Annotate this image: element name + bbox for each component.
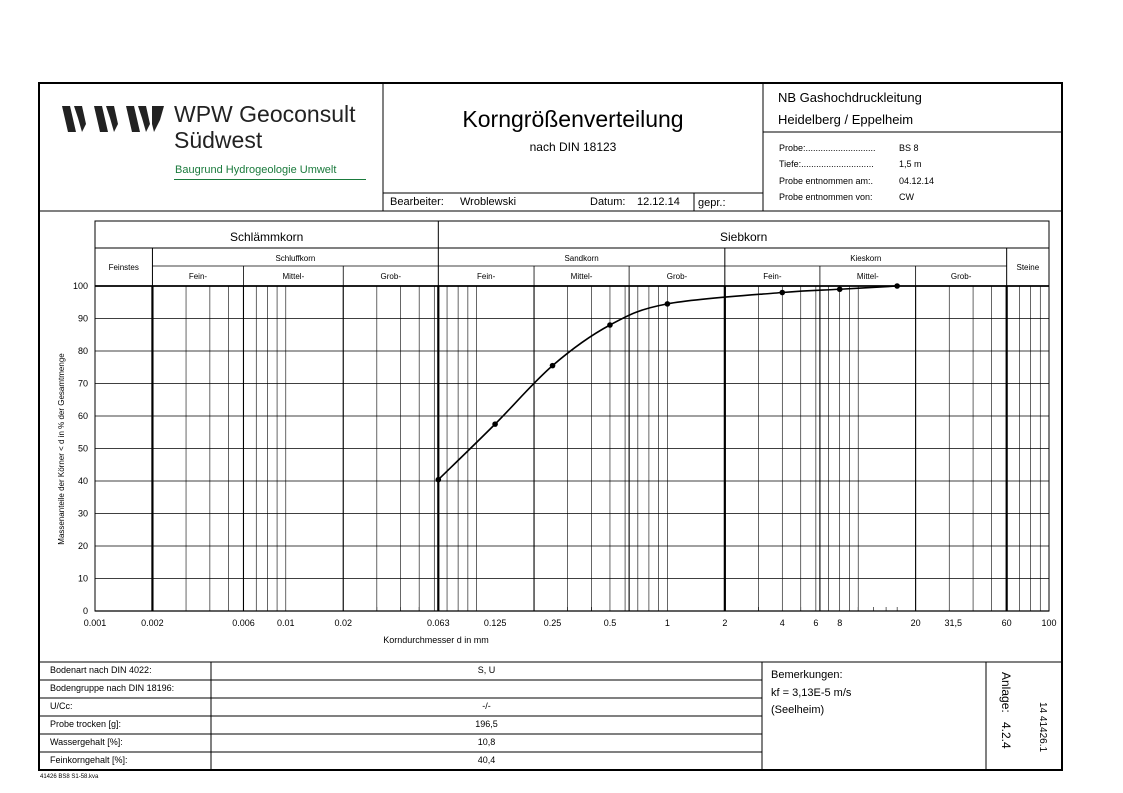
tiefe-value: 1,5 m	[899, 159, 922, 169]
bearbeiter-label: Bearbeiter:	[390, 196, 444, 208]
y-tick-label: 20	[77, 541, 88, 551]
y-tick-label: 70	[77, 378, 88, 389]
entnommen-von-label: Probe entnommen von:	[779, 192, 873, 202]
data-point	[779, 290, 785, 296]
chart-series	[436, 283, 900, 482]
probe-label: Probe:............................	[779, 143, 876, 153]
result-value: -/-	[482, 701, 491, 711]
series-line	[438, 286, 897, 480]
x-tick-label: 0.01	[277, 618, 295, 628]
tiefe-label: Tiefe:.............................	[779, 159, 874, 169]
anlage-label: Anlage:	[999, 672, 1013, 713]
label-feinstes: Feinstes	[108, 263, 139, 272]
x-tick-label: 0.125	[483, 618, 507, 628]
label-subclass: Mittel-	[282, 272, 305, 281]
classification-header	[95, 221, 1049, 286]
remarks-line2: (Seelheim)	[771, 704, 825, 716]
label-steine: Steine	[1016, 263, 1040, 272]
y-tick-label: 50	[77, 443, 88, 454]
x-tick-label: 60	[1001, 618, 1012, 628]
x-tick-label: 0.02	[334, 618, 353, 628]
page-title: Korngrößenverteilung	[462, 106, 684, 132]
remarks-label: Bemerkungen:	[771, 669, 843, 681]
label-subclass: Grob-	[380, 272, 402, 281]
result-value: 196,5	[475, 719, 498, 729]
result-label: Bodenart nach DIN 4022:	[50, 665, 152, 675]
data-point	[665, 301, 671, 307]
company-name-line1: WPW Geoconsult	[174, 101, 356, 127]
label-subclass: Grob-	[950, 272, 972, 281]
datum-value: 12.12.14	[637, 196, 680, 208]
label-subclass: Fein-	[763, 272, 782, 281]
page-subtitle: nach DIN 18123	[529, 140, 617, 154]
y-tick-label: 60	[77, 411, 88, 421]
result-label: Feinkorngehalt [%]:	[50, 755, 128, 765]
y-tick-label: 100	[72, 281, 88, 291]
chart-ticks	[73, 281, 1057, 628]
result-value: 10,8	[477, 737, 496, 747]
data-point	[894, 283, 900, 289]
label-schlaemmkorn: Schlämmkorn	[229, 230, 304, 244]
result-label: Bodengruppe nach DIN 18196:	[50, 683, 175, 693]
result-value: 40,4	[477, 755, 496, 765]
entnommen-von-value: CW	[899, 192, 914, 202]
remarks-line1: kf = 3,13E-5 m/s	[771, 687, 852, 699]
x-tick-label: 100	[1041, 618, 1057, 628]
x-tick-label: 0.063	[427, 618, 450, 628]
x-tick-label: 0.002	[141, 618, 164, 628]
chart-grid	[95, 286, 1049, 611]
entnommen-am-label: Probe entnommen am:.	[779, 176, 874, 186]
entnommen-am-value: 04.12.14	[899, 176, 935, 186]
result-label: Probe trocken [g]:	[50, 719, 122, 729]
label-subclass: Mittel-	[570, 272, 593, 281]
probe-value: BS 8	[899, 143, 919, 153]
label-subclass: Grob-	[666, 272, 688, 281]
y-axis-label: Massenanteile der Körner < d in % der Gesamtmenge	[57, 353, 66, 545]
data-point	[492, 421, 498, 427]
y-tick-label: 0	[82, 606, 88, 616]
x-axis-label: Korndurchmesser d in mm	[383, 635, 489, 645]
x-tick-label: 31,5	[944, 618, 963, 628]
data-point	[607, 322, 613, 328]
data-point	[837, 286, 843, 292]
datum-label: Datum:	[590, 196, 626, 208]
y-tick-label: 10	[77, 573, 88, 584]
x-tick-label: 2	[722, 618, 728, 628]
label-schluffkorn: Schluffkorn	[275, 254, 316, 263]
label-subclass: Fein-	[188, 272, 208, 281]
project-number: 14 41426.1	[1037, 702, 1048, 753]
gepr-label: gepr.:	[698, 197, 726, 209]
x-tick-label: 0.006	[232, 618, 255, 628]
label-siebkorn: Siebkorn	[719, 230, 768, 244]
anlage-value: 4.2.4	[999, 722, 1013, 749]
x-tick-label: 1	[664, 618, 670, 628]
y-tick-label: 80	[77, 346, 88, 356]
project-line1: NB Gashochdruckleitung	[778, 90, 922, 105]
label-sandkorn: Sandkorn	[564, 254, 599, 263]
label-subclass: Mittel-	[856, 272, 879, 281]
data-point	[436, 477, 442, 483]
result-label: Wassergehalt [%]:	[50, 737, 123, 747]
y-tick-label: 30	[77, 508, 88, 519]
bearbeiter-value: Wroblewski	[460, 196, 517, 208]
x-tick-label: 0.25	[543, 618, 562, 628]
x-tick-label: 0.5	[603, 618, 617, 628]
y-tick-label: 90	[77, 313, 88, 324]
company-tagline: Baugrund Hydrogeologie Umwelt	[175, 164, 337, 176]
project-line2: Heidelberg / Eppelheim	[778, 112, 914, 127]
data-point	[550, 363, 556, 369]
label-subclass: Fein-	[477, 272, 496, 281]
result-value: S, U	[477, 665, 496, 675]
footer-code: 41426 BS8 S1-58.kva	[40, 774, 99, 780]
result-label: U/Cc:	[50, 701, 73, 711]
x-tick-label: 0.001	[83, 618, 107, 628]
x-tick-label: 8	[837, 618, 843, 628]
x-tick-label: 20	[910, 618, 921, 628]
x-tick-label: 6	[813, 618, 819, 628]
company-name-line2: Südwest	[174, 127, 263, 153]
label-kieskorn: Kieskorn	[850, 254, 882, 263]
x-tick-label: 4	[779, 618, 785, 628]
y-tick-label: 40	[77, 476, 88, 486]
